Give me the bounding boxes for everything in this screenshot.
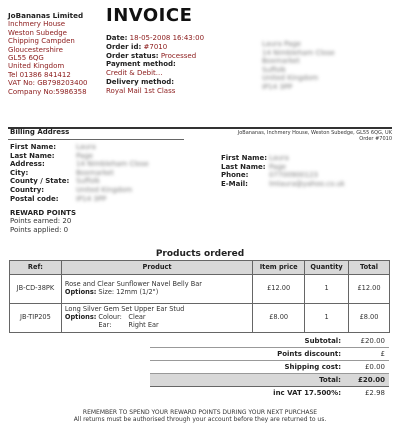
reward-reminder: REMEMBER TO SPEND YOUR REWARD POINTS DURING YOUR NEXT PURCHASE bbox=[82, 409, 318, 416]
field-value: IP14 3PP bbox=[76, 194, 107, 203]
billing-heading: Billing Address bbox=[10, 128, 70, 136]
field-value: Page bbox=[76, 151, 93, 160]
field-value: Laura bbox=[269, 154, 289, 162]
meta-label: Payment method: bbox=[106, 60, 176, 69]
invoice-meta bbox=[106, 34, 204, 96]
column-header: Item price bbox=[253, 261, 305, 275]
meta-row-payment-label bbox=[106, 60, 204, 69]
field-label: City: bbox=[10, 168, 29, 177]
company-line: Weston Subedge bbox=[8, 28, 67, 37]
recipient-line: Laura Page bbox=[262, 40, 301, 48]
contact-row bbox=[221, 163, 345, 172]
table-row bbox=[10, 275, 390, 304]
billing-row bbox=[10, 143, 149, 152]
reward-points bbox=[10, 209, 76, 234]
recipient-line: United Kingdom bbox=[262, 74, 319, 83]
company-line: Inchmery House bbox=[8, 20, 66, 29]
total-label: Total: bbox=[319, 375, 341, 384]
recipient-address bbox=[262, 40, 335, 92]
company-line: Gloucestershire bbox=[8, 45, 63, 54]
field-label: Phone: bbox=[221, 171, 249, 180]
return-address-line: JoBananas, Inchmery House, Weston Subedge, GL55 6QG, UK bbox=[237, 130, 392, 136]
billing-divider bbox=[8, 139, 184, 140]
points-applied: Points applied: 0 bbox=[10, 225, 69, 234]
column-header: Quantity bbox=[305, 261, 349, 275]
field-value: Laura bbox=[76, 143, 96, 151]
billing-details bbox=[10, 143, 149, 203]
field-value: lmlaura@yahoo.co.uk bbox=[269, 179, 345, 188]
product-name: Long Silver Gem Set Upper Ear Stud bbox=[64, 305, 185, 314]
company-line: Chipping Campden bbox=[8, 37, 75, 46]
contact-details bbox=[221, 154, 345, 188]
meta-row-delivery-value bbox=[106, 87, 204, 96]
billing-row bbox=[10, 186, 149, 195]
option-row bbox=[98, 322, 158, 330]
product-ref: JB-CD-38PK bbox=[10, 275, 62, 304]
field-label: County / State: bbox=[10, 177, 70, 186]
meta-label: Order id: bbox=[106, 42, 142, 51]
total-value: £20.00 bbox=[360, 336, 385, 345]
product-name: Rose and Clear Sunflower Navel Belly Bar bbox=[64, 280, 202, 289]
field-label: Country: bbox=[10, 185, 45, 194]
total-label: Shipping cost: bbox=[284, 362, 341, 371]
table-header-row bbox=[10, 261, 390, 275]
billing-row bbox=[10, 195, 149, 204]
company-name: JoBananas Limited bbox=[8, 11, 84, 20]
total-value: £0.00 bbox=[364, 362, 385, 371]
points-discount-row bbox=[150, 348, 389, 361]
points-earned: Points earned: 20 bbox=[10, 217, 72, 226]
field-label: Postal code: bbox=[10, 194, 59, 203]
option-key: Colour: bbox=[98, 313, 122, 322]
meta-value: 18-05-2008 16:43:00 bbox=[129, 34, 205, 42]
field-label: First Name: bbox=[221, 154, 268, 162]
field-label: E-Mail: bbox=[221, 179, 248, 188]
company-line: VAT No: GB798203400 bbox=[8, 79, 88, 88]
meta-value: #7010 bbox=[143, 42, 168, 51]
recipient-line: IP14 3PP bbox=[262, 82, 293, 91]
item-price: £8.00 bbox=[253, 304, 305, 333]
product-options bbox=[65, 289, 249, 297]
billing-row bbox=[10, 152, 149, 161]
field-value: United Kingdom bbox=[76, 185, 133, 194]
contact-row bbox=[221, 171, 345, 180]
field-label: First Name: bbox=[10, 143, 57, 151]
column-header: Product bbox=[61, 261, 252, 275]
item-price: £12.00 bbox=[253, 275, 305, 304]
item-quantity: 1 bbox=[305, 304, 349, 333]
field-label: Address: bbox=[10, 160, 45, 169]
option-value: 12mm (1/2") bbox=[116, 288, 159, 296]
meta-row-delivery-label bbox=[106, 78, 204, 87]
company-line: Tel 01386 841412 bbox=[8, 70, 71, 79]
item-quantity: 1 bbox=[305, 275, 349, 304]
total-label: inc VAT 17.500%: bbox=[273, 388, 341, 397]
grand-total-row bbox=[150, 374, 389, 387]
billing-row bbox=[10, 177, 149, 186]
column-header: Ref: bbox=[10, 261, 62, 275]
option-value: Clear bbox=[128, 313, 146, 322]
return-order-number: Order #7010 bbox=[359, 136, 392, 142]
recipient-line: Boxmarket bbox=[262, 57, 300, 66]
meta-row-payment-value bbox=[106, 69, 204, 78]
reward-heading: REWARD POINTS bbox=[10, 209, 76, 217]
field-label: Last Name: bbox=[10, 151, 55, 160]
meta-label: Delivery method: bbox=[106, 77, 175, 86]
return-address bbox=[238, 130, 392, 142]
table-row bbox=[10, 304, 390, 333]
subtotal-row bbox=[150, 335, 389, 348]
total-value: £ bbox=[380, 349, 385, 358]
order-totals bbox=[150, 335, 389, 399]
vat-row bbox=[150, 387, 389, 399]
contact-row bbox=[221, 154, 345, 163]
field-value: 14 Nimbleham Close bbox=[76, 160, 149, 169]
field-value: Suffolk bbox=[76, 177, 100, 186]
item-total: £8.00 bbox=[349, 304, 390, 333]
field-value: Page bbox=[269, 162, 286, 171]
option-key: Ear: bbox=[98, 320, 112, 329]
meta-label: Date: bbox=[106, 34, 128, 42]
products-heading: Products ordered bbox=[155, 249, 245, 259]
recipient-line: Suffolk bbox=[262, 65, 286, 74]
field-label: Last Name: bbox=[221, 162, 266, 171]
option-key: Size: bbox=[98, 288, 115, 296]
product-ref: JB-TIP205 bbox=[10, 304, 62, 333]
options-label: Options: bbox=[64, 288, 97, 296]
options-label: Options: bbox=[64, 313, 97, 322]
company-address bbox=[8, 12, 88, 96]
company-line: GL55 6QG bbox=[8, 54, 44, 63]
meta-label: Order status: bbox=[106, 51, 159, 60]
contact-row bbox=[221, 180, 345, 189]
shipping-row bbox=[150, 361, 389, 374]
meta-row-status bbox=[106, 52, 204, 61]
product-options bbox=[65, 314, 249, 330]
meta-value: Royal Mail 1st Class bbox=[106, 86, 176, 95]
total-value: £20.00 bbox=[357, 375, 385, 384]
item-total: £12.00 bbox=[349, 275, 390, 304]
company-line: United Kingdom bbox=[8, 62, 65, 71]
option-value: Right Ear bbox=[128, 320, 159, 329]
product-cell bbox=[61, 304, 252, 333]
total-label: Points discount: bbox=[277, 349, 341, 358]
meta-row-date bbox=[106, 34, 204, 43]
products-table bbox=[9, 260, 390, 333]
column-header: Total bbox=[349, 261, 390, 275]
field-value: Boxmarket bbox=[76, 168, 114, 177]
options-list bbox=[96, 314, 158, 330]
field-value: 07700900123 bbox=[269, 171, 318, 180]
product-cell bbox=[61, 275, 252, 304]
recipient-line: 14 Nimbleham Close bbox=[262, 48, 335, 57]
billing-row bbox=[10, 160, 149, 169]
meta-value: Credit & Debit... bbox=[106, 69, 163, 78]
returns-policy: All returns must be authorised through your account before they are returned to us. bbox=[73, 416, 327, 424]
meta-row-order-id bbox=[106, 43, 204, 52]
company-line: Company No:5986358 bbox=[8, 87, 87, 96]
footer-notes bbox=[0, 409, 400, 423]
invoice-title: INVOICE bbox=[106, 5, 193, 26]
total-value: £2.98 bbox=[364, 388, 385, 397]
total-label: Subtotal: bbox=[304, 336, 341, 345]
meta-value: Processed bbox=[160, 51, 197, 60]
billing-row bbox=[10, 169, 149, 178]
